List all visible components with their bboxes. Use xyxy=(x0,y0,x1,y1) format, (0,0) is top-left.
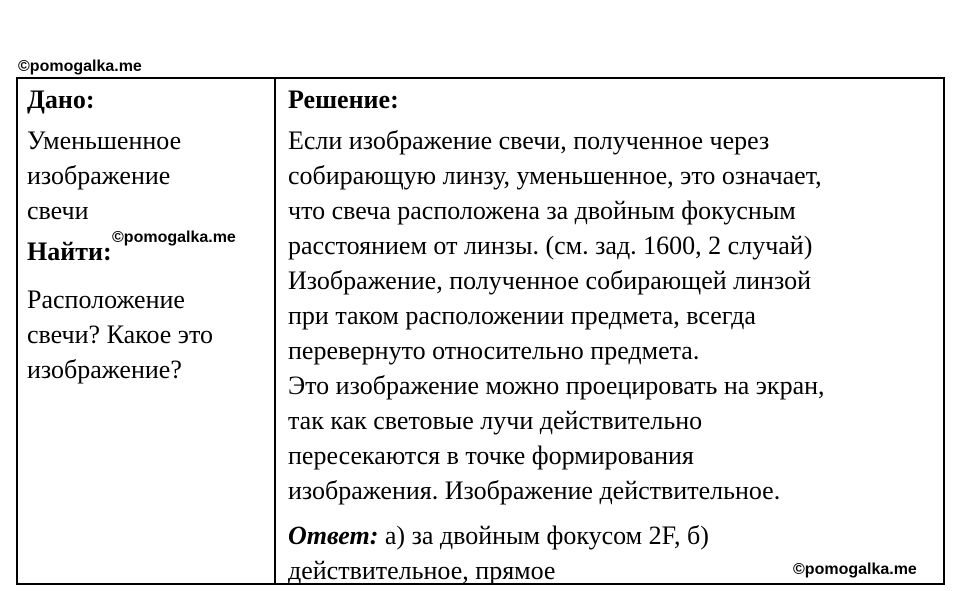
solution-line: Это изображение можно проецировать на экран, xyxy=(288,371,825,400)
answer-line-1 xyxy=(288,518,709,553)
solution-line: изображения. Изображение действительное. xyxy=(288,476,781,505)
solution-table xyxy=(16,77,945,585)
find-line: изображение? xyxy=(27,355,182,384)
solution-line: при таком расположении предмета, всегда xyxy=(288,301,756,330)
find-heading: Найти: xyxy=(27,237,112,266)
solution-line: что свеча расположена за двойным фокусным xyxy=(288,196,796,225)
solution-line: Изображение, полученное собирающей линзой xyxy=(288,266,811,295)
answer-label: Ответ: xyxy=(288,521,379,550)
solution-heading: Решение: xyxy=(288,85,399,114)
given-line: свечи xyxy=(27,196,89,225)
solution-line: расстоянием от линзы. (см. зад. 1600, 2 случай) xyxy=(288,231,813,260)
given-text xyxy=(27,123,181,228)
find-line: Расположение xyxy=(27,285,185,314)
given-heading: Дано: xyxy=(27,85,95,114)
solution-line: так как световые лучи действительно xyxy=(288,406,703,435)
answer-text-1: а) за двойным фокусом 2F, б) xyxy=(378,521,709,550)
solution-text xyxy=(288,123,825,508)
given-find-column xyxy=(18,79,276,583)
answer-block xyxy=(288,518,709,588)
find-text xyxy=(27,282,213,387)
given-line: изображение xyxy=(27,161,171,190)
given-line: Уменьшенное xyxy=(27,126,182,155)
solution-line: собирающую линзу, уменьшенное, это означает, xyxy=(288,161,822,190)
solution-line: перевернуто относительно предмета. xyxy=(288,336,700,365)
solution-line: Если изображение свечи, полученное через xyxy=(288,126,770,155)
watermark-top: ©pomogalka.me xyxy=(18,58,142,75)
find-line: свечи? Какое это xyxy=(27,320,213,349)
watermark-bottom: ©pomogalka.me xyxy=(793,561,917,578)
watermark-middle: ©pomogalka.me xyxy=(112,229,236,246)
solution-line: пересекаются в точке формирования xyxy=(288,441,694,470)
answer-line-2: действительное, прямое xyxy=(288,556,556,585)
solution-column xyxy=(276,79,943,583)
